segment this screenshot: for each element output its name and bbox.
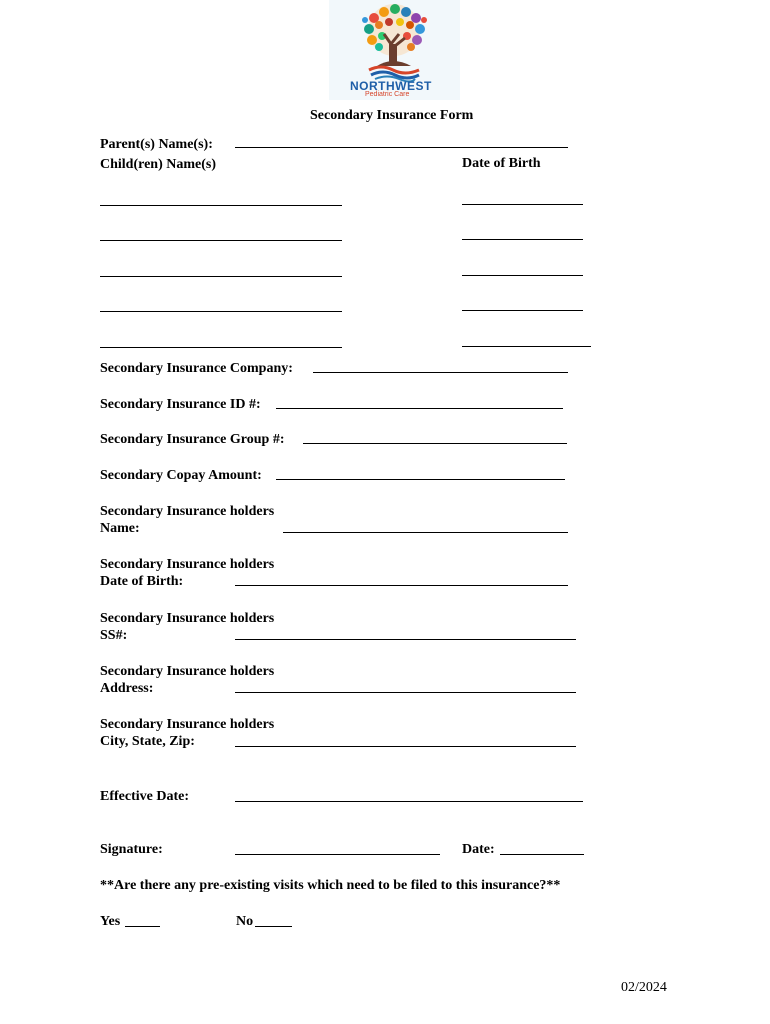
date-label: Date: [462, 842, 495, 857]
group-field[interactable] [303, 443, 567, 444]
brand-subtitle: Pediatric Care [365, 91, 410, 98]
child-dob-field-4[interactable] [462, 310, 583, 311]
child-name-field-1[interactable] [100, 205, 342, 206]
date-field[interactable] [500, 854, 584, 855]
copay-label: Secondary Copay Amount: [100, 468, 262, 483]
holder-ss-field[interactable] [235, 639, 576, 640]
insurance-id-field[interactable] [276, 408, 563, 409]
parents-label: Parent(s) Name(s): [100, 137, 213, 152]
insurance-id-label: Secondary Insurance ID #: [100, 397, 261, 412]
company-label: Secondary Insurance Company: [100, 361, 293, 376]
holder-ss-label-line2: SS#: [100, 628, 128, 643]
yes-field[interactable] [125, 926, 160, 927]
holder-dob-label-line1: Secondary Insurance holders [100, 557, 275, 572]
clinic-logo [329, 0, 460, 100]
child-dob-field-1[interactable] [462, 204, 583, 205]
holder-dob-field[interactable] [235, 585, 568, 586]
signature-field[interactable] [235, 854, 440, 855]
child-name-field-5[interactable] [100, 347, 342, 348]
holder-ss-label-line1: Secondary Insurance holders [100, 611, 275, 626]
child-name-field-3[interactable] [100, 276, 342, 277]
effective-date-field[interactable] [235, 801, 583, 802]
holder-name-label-line1: Secondary Insurance holders [100, 504, 275, 519]
holder-address-field[interactable] [235, 692, 576, 693]
brand-name: NORTHWEST [350, 79, 432, 93]
holder-name-label-line2: Name: [100, 521, 140, 536]
child-dob-field-3[interactable] [462, 275, 583, 276]
copay-field[interactable] [276, 479, 565, 480]
signature-label: Signature: [100, 842, 163, 857]
form-title: Secondary Insurance Form [310, 108, 474, 123]
effective-date-label: Effective Date: [100, 789, 190, 804]
children-label: Child(ren) Name(s) [100, 157, 217, 172]
no-label: No [236, 914, 254, 929]
group-label: Secondary Insurance Group #: [100, 432, 285, 447]
dob-column-label: Date of Birth [462, 156, 541, 171]
holder-address-label-line1: Secondary Insurance holders [100, 664, 275, 679]
holder-address-label-line2: Address: [100, 681, 154, 696]
child-dob-field-5[interactable] [462, 346, 591, 347]
parents-name-field[interactable] [235, 147, 568, 148]
company-field[interactable] [313, 372, 568, 373]
holder-name-field[interactable] [283, 532, 568, 533]
yes-label: Yes [100, 914, 121, 929]
pre-existing-question: **Are there any pre-existing visits which need to be filed to this insurance?** [100, 878, 561, 893]
holder-city-label-line1: Secondary Insurance holders [100, 717, 275, 732]
no-field[interactable] [255, 926, 292, 927]
child-name-field-2[interactable] [100, 240, 342, 241]
child-dob-field-2[interactable] [462, 239, 583, 240]
footer-date: 02/2024 [621, 980, 667, 995]
holder-dob-label-line2: Date of Birth: [100, 574, 184, 589]
child-name-field-4[interactable] [100, 311, 342, 312]
holder-city-field[interactable] [235, 746, 576, 747]
holder-city-label-line2: City, State, Zip: [100, 734, 195, 749]
